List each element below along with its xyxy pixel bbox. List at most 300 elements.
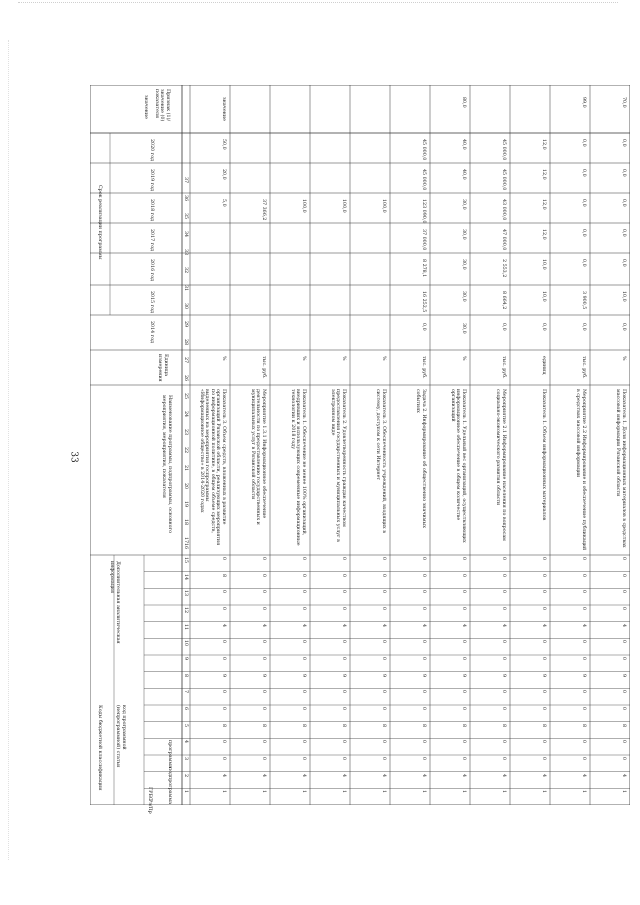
row-code-digit: 4 bbox=[301, 623, 306, 627]
row-code-digit: 4 bbox=[461, 773, 466, 777]
row-code-digit: 9 bbox=[541, 673, 546, 677]
row-code-digit: 9 bbox=[461, 673, 466, 677]
row-code-digit: 0 bbox=[301, 640, 306, 644]
row-code-digit: 0 bbox=[421, 557, 426, 561]
row-code-digit: 0 bbox=[501, 607, 506, 611]
row-code-digit: 8 bbox=[581, 723, 586, 727]
row-code-digit: 9 bbox=[341, 673, 346, 677]
row-code-digit: 0 bbox=[341, 757, 346, 761]
row-code-digit: 0 bbox=[261, 707, 266, 711]
row-code-digit: 0 bbox=[621, 640, 626, 644]
column-number: 26 bbox=[183, 375, 188, 382]
row-value-2019: 45 000,0 bbox=[421, 169, 426, 191]
row-code-digit: 0 bbox=[621, 740, 626, 744]
row-code-digit: 0 bbox=[341, 740, 346, 744]
header-col-2020: 2020 год bbox=[149, 139, 154, 162]
row-code-digit: 0 bbox=[621, 707, 626, 711]
row-value-2015: 30,0 bbox=[461, 291, 466, 302]
row-code-digit: 1 bbox=[261, 790, 266, 794]
row-value-2020: 45 000,0 bbox=[501, 139, 506, 161]
row-value-2017: 0,0 bbox=[581, 229, 586, 237]
row-code-digit: 0 bbox=[541, 707, 546, 711]
row-value-2018: 123 090,0 bbox=[421, 199, 426, 224]
row-code-digit: 0 bbox=[261, 690, 266, 694]
row-code-digit: 0 bbox=[261, 740, 266, 744]
row-code-digit: 0 bbox=[381, 657, 386, 661]
header-final-label: Признак (1)/значение (0) показателя bbox=[153, 89, 170, 122]
row-unit: % bbox=[381, 356, 386, 361]
header-doc-requisites: Дополнительная аналитическая информация bbox=[109, 561, 120, 644]
row-code-digit: 4 bbox=[461, 623, 466, 627]
row-name: Мероприятие 2.1 Информирование населения по вопросам социально-экономического развития области bbox=[495, 389, 506, 541]
row-code-digit: 0 bbox=[541, 640, 546, 644]
row-code-digit: 0 bbox=[341, 640, 346, 644]
row-code-digit: 4 bbox=[301, 773, 306, 777]
row-code-digit: 4 bbox=[221, 623, 226, 627]
row-value-2019: 20,0 bbox=[221, 169, 226, 180]
row-code-digit: 0 bbox=[381, 707, 386, 711]
column-number: 31 bbox=[183, 285, 188, 292]
row-code-digit: 9 bbox=[381, 673, 386, 677]
row-code-digit: 0 bbox=[581, 757, 586, 761]
row-unit: % bbox=[341, 356, 346, 361]
row-code-digit: 0 bbox=[421, 707, 426, 711]
row-unit: единиц bbox=[541, 356, 546, 375]
row-code-digit: 8 bbox=[621, 723, 626, 727]
row-code-digit: 0 bbox=[621, 690, 626, 694]
row-code-digit: 9 bbox=[261, 673, 266, 677]
row-code-digit: 0 bbox=[301, 607, 306, 611]
row-final: значение bbox=[221, 97, 226, 121]
column-number: 13 bbox=[183, 590, 188, 597]
column-number: 30 bbox=[183, 303, 188, 310]
row-code-digit: 0 bbox=[621, 607, 626, 611]
column-number: 23 bbox=[183, 429, 188, 436]
row-code-digit: 0 bbox=[421, 640, 426, 644]
row-code-digit: 4 bbox=[581, 773, 586, 777]
column-number: 7 bbox=[183, 690, 188, 694]
header-main-name: Наименование программы, подпрограммы, основного мероприятия, мероприятия, показателя bbox=[161, 395, 172, 533]
row-code-digit: 0 bbox=[621, 657, 626, 661]
row-code-digit: 4 bbox=[501, 623, 506, 627]
row-code-digit: 9 bbox=[221, 673, 226, 677]
row-value-2019: 12,0 bbox=[541, 169, 546, 180]
row-code-digit: 0 bbox=[461, 607, 466, 611]
row-code-digit: 0 bbox=[501, 640, 506, 644]
row-code-digit: 0 bbox=[581, 557, 586, 561]
row-code-digit: 0 bbox=[581, 590, 586, 594]
row-code-digit: 0 bbox=[221, 707, 226, 711]
row-value-2020: 40,0 bbox=[461, 139, 466, 150]
header-final-sub: значение bbox=[143, 95, 148, 119]
row-code-digit: 0 bbox=[581, 607, 586, 611]
header-col-2016: 2016 год bbox=[149, 259, 154, 282]
column-number: 22 bbox=[183, 447, 188, 454]
row-code-digit: 0 bbox=[461, 757, 466, 761]
row-value-2017: 12,0 bbox=[541, 229, 546, 240]
row-value-2016: 8 278,1 bbox=[421, 259, 426, 278]
row-code-digit: 0 bbox=[461, 640, 466, 644]
column-number: 17 bbox=[183, 537, 188, 544]
row-code-digit: 4 bbox=[621, 623, 626, 627]
column-number: 29 bbox=[183, 321, 188, 328]
row-code-digit: 0 bbox=[541, 557, 546, 561]
row-code-digit: 9 bbox=[501, 673, 506, 677]
column-number: 24 bbox=[183, 411, 188, 418]
row-value-2014: 0,0 bbox=[581, 323, 586, 331]
column-number: 25 bbox=[183, 393, 188, 400]
row-code-digit: 0 bbox=[261, 573, 266, 577]
row-code-digit: 9 bbox=[581, 673, 586, 677]
row-name: Мероприятие 1.3.1 Информационное обеспечение деятельности по предоставлению государственных и муниципальных услуг в Рязанской области bbox=[249, 389, 266, 525]
row-code-digit: 4 bbox=[261, 623, 266, 627]
row-code-digit: 4 bbox=[621, 773, 626, 777]
row-code-digit: 0 bbox=[261, 757, 266, 761]
row-code-digit: 4 bbox=[541, 773, 546, 777]
page-number: 33 bbox=[68, 451, 79, 463]
column-number: 16 bbox=[183, 543, 188, 550]
row-code-digit: 0 bbox=[341, 690, 346, 694]
row-code-digit: 0 bbox=[461, 557, 466, 561]
row-value-2018: 100,0 bbox=[381, 199, 386, 213]
row-code-digit: 4 bbox=[221, 773, 226, 777]
row-value-2020: 45 000,0 bbox=[421, 139, 426, 161]
row-value-2016: 2 553,2 bbox=[501, 259, 506, 278]
row-code-digit: 1 bbox=[381, 790, 386, 794]
row-code-digit: 0 bbox=[581, 640, 586, 644]
row-code-digit: 8 bbox=[421, 723, 426, 727]
row-value-2016: 0,0 bbox=[621, 259, 626, 267]
row-value-2017: 0,0 bbox=[621, 229, 626, 237]
row-value-2015: 8 664,2 bbox=[501, 291, 506, 310]
row-code-digit: 0 bbox=[421, 740, 426, 744]
row-code-digit: 0 bbox=[341, 590, 346, 594]
row-code-digit: 0 bbox=[541, 757, 546, 761]
scan-artifact-top bbox=[18, 2, 618, 7]
row-code-digit: 0 bbox=[421, 607, 426, 611]
header-program-code: код программной (непрограммной) статьи bbox=[115, 705, 126, 768]
row-unit: тыс. руб. bbox=[581, 356, 586, 379]
program-table bbox=[90, 85, 630, 814]
column-number: 14 bbox=[183, 573, 188, 580]
row-code-digit: 0 bbox=[301, 573, 306, 577]
column-number: 32 bbox=[183, 267, 188, 274]
row-code-digit: 1 bbox=[581, 790, 586, 794]
row-code-digit: 0 bbox=[301, 740, 306, 744]
row-code-digit: 0 bbox=[381, 557, 386, 561]
row-value-2015: 10,0 bbox=[541, 291, 546, 302]
row-final: 99,0 bbox=[581, 97, 586, 108]
row-code-digit: 8 bbox=[461, 723, 466, 727]
column-number: 9 bbox=[183, 657, 188, 661]
column-number: 15 bbox=[183, 557, 188, 564]
row-code-digit: 1 bbox=[461, 790, 466, 794]
row-unit: тыс. руб. bbox=[421, 356, 426, 379]
row-name: Показатель 2. Удовлетворенность граждан качеством предоставления государственных и муниципальных услуг в электронном виде bbox=[329, 389, 346, 542]
row-value-2015: 16 252,5 bbox=[421, 291, 426, 313]
row-code-digit: 0 bbox=[541, 657, 546, 661]
row-code-digit: 4 bbox=[421, 623, 426, 627]
header-years-group: Срок реализации программы bbox=[97, 185, 102, 260]
row-code-digit: 4 bbox=[381, 773, 386, 777]
row-value-2018: 5,0 bbox=[221, 199, 226, 207]
row-value-2018: 43 000,0 bbox=[501, 199, 506, 221]
row-code-digit: 0 bbox=[381, 740, 386, 744]
row-code-digit: 0 bbox=[381, 607, 386, 611]
row-name: Показатель 1. Доля информационных материалов в средствах массовой информации Рязанской области bbox=[615, 389, 626, 548]
row-code-digit: 9 bbox=[301, 673, 306, 677]
row-code-digit: 0 bbox=[621, 757, 626, 761]
row-code-digit: 0 bbox=[501, 657, 506, 661]
row-code-digit: 1 bbox=[501, 790, 506, 794]
row-code-digit: 4 bbox=[341, 773, 346, 777]
row-code-digit: 0 bbox=[501, 757, 506, 761]
row-code-digit: 0 bbox=[301, 657, 306, 661]
row-value-2014: 0,0 bbox=[421, 323, 426, 331]
column-number: 19 bbox=[183, 501, 188, 508]
row-code-digit: 0 bbox=[221, 740, 226, 744]
row-value-2019: 0,0 bbox=[621, 169, 626, 177]
row-code-digit: 0 bbox=[541, 573, 546, 577]
row-code-digit: 0 bbox=[621, 557, 626, 561]
row-value-2014: 0,0 bbox=[621, 323, 626, 331]
row-code-digit: 0 bbox=[301, 590, 306, 594]
header-code-group: Коды бюджетной классификации bbox=[97, 705, 102, 791]
header-unit-label: Единица измерения bbox=[157, 354, 168, 382]
row-value-2017: 30,0 bbox=[461, 229, 466, 240]
row-value-2018: 12,0 bbox=[541, 199, 546, 210]
row-unit: % bbox=[301, 356, 306, 361]
row-code-digit: 8 bbox=[341, 723, 346, 727]
row-code-digit: 0 bbox=[341, 607, 346, 611]
row-unit: тыс. руб. bbox=[261, 356, 266, 379]
row-code-digit: 0 bbox=[261, 657, 266, 661]
row-code-digit: 0 bbox=[421, 757, 426, 761]
row-code-digit: 9 bbox=[621, 673, 626, 677]
row-code-digit: 0 bbox=[221, 590, 226, 594]
row-name: Показатель 1. Обеспечение не менее 100% организаций, внедривших и использующих современные информационные технологии к 2018 году bbox=[289, 389, 306, 546]
row-code-digit: 0 bbox=[261, 607, 266, 611]
column-number: 5 bbox=[183, 723, 188, 727]
row-value-2019: 45 000,0 bbox=[501, 169, 506, 191]
row-code-digit: 0 bbox=[581, 707, 586, 711]
column-number: 36 bbox=[183, 195, 188, 202]
header-col-2017: 2017 год bbox=[149, 229, 154, 252]
row-unit: % bbox=[221, 356, 226, 361]
row-code-digit: 4 bbox=[421, 773, 426, 777]
row-code-digit: 0 bbox=[381, 640, 386, 644]
row-value-2014: 0,0 bbox=[501, 323, 506, 331]
row-code-digit: 0 bbox=[381, 690, 386, 694]
row-code-digit: 8 bbox=[501, 723, 506, 727]
row-code-digit: 0 bbox=[221, 757, 226, 761]
row-code-digit: 0 bbox=[421, 590, 426, 594]
row-code-digit: 0 bbox=[541, 690, 546, 694]
column-number: 20 bbox=[183, 483, 188, 490]
row-value-2018: 0,0 bbox=[621, 199, 626, 207]
column-number: 35 bbox=[183, 213, 188, 220]
row-value-2018: 100,0 bbox=[301, 199, 306, 213]
row-code-digit: 0 bbox=[461, 740, 466, 744]
row-code-digit: 0 bbox=[301, 557, 306, 561]
header-col-2019: 2019 год bbox=[149, 169, 154, 192]
row-value-2019: 0,0 bbox=[581, 169, 586, 177]
column-number: 18 bbox=[183, 519, 188, 526]
row-final: 80,0 bbox=[461, 97, 466, 108]
row-code-digit: 0 bbox=[501, 573, 506, 577]
row-code-digit: 1 bbox=[621, 790, 626, 794]
row-code-digit: 4 bbox=[581, 623, 586, 627]
row-value-2015: 3 900,5 bbox=[581, 291, 586, 310]
row-code-digit: 0 bbox=[501, 590, 506, 594]
column-number: 28 bbox=[183, 339, 188, 346]
row-value-2015: 10,0 bbox=[621, 291, 626, 302]
row-code-digit: 0 bbox=[501, 690, 506, 694]
row-name: Показатель 1. Удельный вес организаций, осуществляющих информационное обеспечение в общем количестве организаций bbox=[449, 389, 466, 543]
row-unit: % bbox=[461, 356, 466, 361]
row-code-digit: 0 bbox=[461, 690, 466, 694]
row-code-digit: 0 bbox=[221, 640, 226, 644]
row-code-digit: 0 bbox=[621, 573, 626, 577]
column-number: 8 bbox=[183, 673, 188, 677]
row-code-digit: 8 bbox=[541, 723, 546, 727]
row-code-digit: 0 bbox=[221, 690, 226, 694]
row-code-digit: 0 bbox=[381, 590, 386, 594]
row-code-digit: 0 bbox=[261, 640, 266, 644]
row-value-2016: 10,0 bbox=[541, 259, 546, 270]
header-col-2014: 2014 год bbox=[149, 321, 154, 344]
row-value-2017: 37 000,0 bbox=[421, 229, 426, 251]
row-code-digit: 4 bbox=[501, 773, 506, 777]
header-prog-label: программа bbox=[167, 740, 172, 768]
column-number: 6 bbox=[183, 707, 188, 711]
row-code-digit: 0 bbox=[301, 757, 306, 761]
column-number: 37 bbox=[183, 177, 188, 184]
row-value-2018: 100,0 bbox=[341, 199, 346, 213]
column-number: 4 bbox=[183, 740, 188, 744]
row-code-digit: 0 bbox=[221, 607, 226, 611]
row-code-digit: 0 bbox=[301, 690, 306, 694]
row-code-digit: 0 bbox=[261, 557, 266, 561]
row-code-digit: 4 bbox=[341, 623, 346, 627]
column-number: 12 bbox=[183, 607, 188, 614]
row-code-digit: 4 bbox=[381, 623, 386, 627]
row-code-digit: 0 bbox=[461, 657, 466, 661]
column-number: 34 bbox=[183, 231, 188, 238]
row-code-digit: 0 bbox=[461, 573, 466, 577]
row-code-digit: 8 bbox=[221, 573, 226, 577]
row-value-2014: 0,0 bbox=[541, 323, 546, 331]
row-code-digit: 0 bbox=[381, 573, 386, 577]
scan-artifact-left bbox=[8, 40, 13, 860]
row-code-digit: 8 bbox=[261, 723, 266, 727]
row-code-digit: 0 bbox=[421, 690, 426, 694]
row-value-2014: 30,0 bbox=[461, 323, 466, 334]
row-code-digit: 0 bbox=[221, 557, 226, 561]
column-number: 10 bbox=[183, 640, 188, 647]
row-code-digit: 4 bbox=[541, 623, 546, 627]
row-code-digit: 0 bbox=[221, 657, 226, 661]
row-code-digit: 0 bbox=[381, 757, 386, 761]
row-code-digit: 0 bbox=[581, 657, 586, 661]
column-number: 33 bbox=[183, 249, 188, 256]
header-subprog-label: подпрограмма bbox=[167, 767, 172, 804]
row-code-digit: 0 bbox=[621, 590, 626, 594]
row-code-digit: 0 bbox=[301, 707, 306, 711]
column-number: 21 bbox=[183, 465, 188, 472]
row-final: 70,0 bbox=[621, 97, 626, 108]
row-code-digit: 0 bbox=[541, 740, 546, 744]
header-col-2015: 2015 год bbox=[149, 291, 154, 314]
row-value-2018: 0,0 bbox=[581, 199, 586, 207]
row-name: Показатель 3. Объем средств, вложенных в развитие организаций Рязанской области, реализующих мероприятия по информационной политике, в общем объеме средств, выделенных на мероприятия госпрограммы «Информационное общество» в 2014-2020 годах bbox=[198, 389, 226, 546]
row-name: Показатель 3. Обеспеченность учреждений, входящих в систему, доступом к сети Интернет bbox=[375, 389, 386, 533]
column-number: 27 bbox=[183, 357, 188, 364]
row-value-2016: 0,0 bbox=[581, 259, 586, 267]
row-code-digit: 0 bbox=[541, 607, 546, 611]
row-code-digit: 8 bbox=[301, 723, 306, 727]
row-code-digit: 0 bbox=[581, 690, 586, 694]
row-code-digit: 0 bbox=[421, 573, 426, 577]
row-value-2020: 0,0 bbox=[621, 139, 626, 147]
row-code-digit: 1 bbox=[541, 790, 546, 794]
row-name: Показатель 1. Объем информационных материалов bbox=[541, 389, 546, 521]
row-code-digit: 0 bbox=[501, 740, 506, 744]
row-unit: % bbox=[621, 356, 626, 361]
row-code-digit: 1 bbox=[341, 790, 346, 794]
row-value-2018: 30,0 bbox=[461, 199, 466, 210]
row-code-digit: 0 bbox=[341, 557, 346, 561]
row-code-digit: 4 bbox=[261, 773, 266, 777]
row-code-digit: 1 bbox=[301, 790, 306, 794]
row-code-digit: 0 bbox=[341, 573, 346, 577]
row-code-digit: 0 bbox=[501, 557, 506, 561]
row-value-2016: 30,0 bbox=[461, 259, 466, 270]
row-value-2020: 50,0 bbox=[221, 139, 226, 150]
row-name: Задача 2. Информирование об общественно значимых событиях bbox=[415, 389, 426, 528]
column-number: 2 bbox=[183, 773, 188, 777]
header-grbs-label: ГРБС bbox=[147, 787, 152, 801]
row-code-digit: 0 bbox=[341, 707, 346, 711]
row-code-digit: 1 bbox=[221, 790, 226, 794]
column-number: 11 bbox=[183, 623, 188, 630]
row-name: Мероприятие 2.2 Информирование и обеспечение публикаций в средствах массовой информации bbox=[575, 389, 586, 551]
row-value-2017: 47 000,0 bbox=[501, 229, 506, 251]
row-code-digit: 1 bbox=[421, 790, 426, 794]
row-code-digit: 0 bbox=[341, 657, 346, 661]
row-value-2018: 37 366,2 bbox=[261, 199, 266, 221]
row-code-digit: 8 bbox=[221, 723, 226, 727]
row-code-digit: 0 bbox=[461, 590, 466, 594]
row-code-digit: 0 bbox=[541, 590, 546, 594]
row-code-digit: 0 bbox=[581, 740, 586, 744]
row-code-digit: 0 bbox=[501, 707, 506, 711]
column-number: 1 bbox=[183, 790, 188, 794]
row-code-digit: 9 bbox=[421, 673, 426, 677]
row-code-digit: 8 bbox=[381, 723, 386, 727]
row-value-2020: 0,0 bbox=[581, 139, 586, 147]
row-value-2019: 40,0 bbox=[461, 169, 466, 180]
row-code-digit: 0 bbox=[261, 590, 266, 594]
row-value-2020: 12,0 bbox=[541, 139, 546, 150]
row-code-digit: 0 bbox=[461, 707, 466, 711]
header-col-2018: 2018 год bbox=[149, 199, 154, 222]
row-code-digit: 0 bbox=[421, 657, 426, 661]
row-unit: тыс. руб. bbox=[501, 356, 506, 379]
column-number: 3 bbox=[183, 757, 188, 761]
row-code-digit: 0 bbox=[581, 573, 586, 577]
header-rzpr-label: Рз/Пр bbox=[147, 799, 152, 814]
